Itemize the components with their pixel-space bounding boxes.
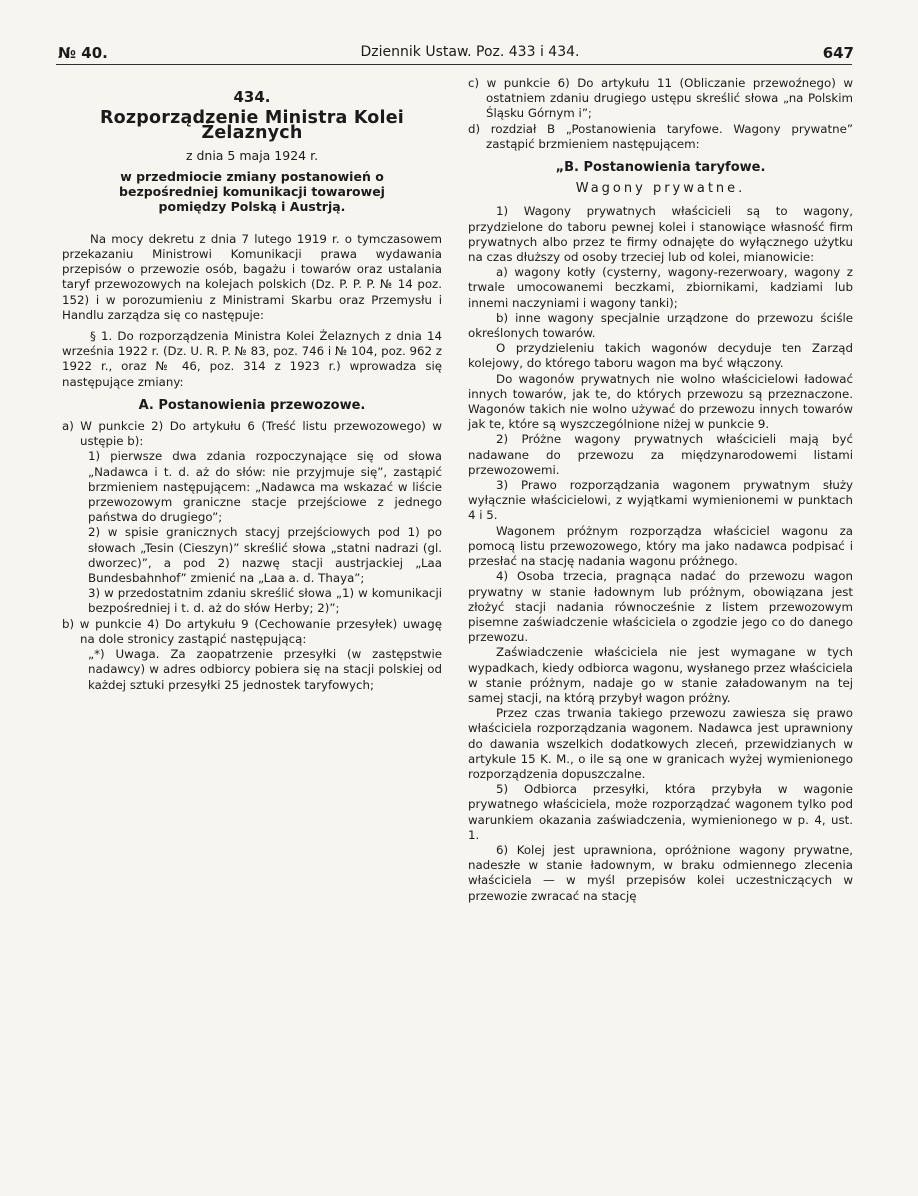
item-c: c) w punkcie 6) Do artykułu 11 (Obliczanie przewoźnego) w ostatniem zdaniu drugiego ustępu skreślić słowa „na Polskim Śląsku Górnym i”; <box>468 76 853 121</box>
item-a: a) W punkcie 2) Do artykułu 6 (Treść listu przewozowego) w ustępie b): <box>62 419 442 449</box>
header-rule <box>56 64 852 65</box>
section-a-heading: A. Postanowienia przewozowe. <box>138 397 366 413</box>
item-b: b) w punkcie 4) Do artykułu 9 (Cechowanie przesyłek) uwagę na dole stronicy zastąpić następującą: <box>62 616 442 646</box>
point-4: 4) Osoba trzecia, pragnąca nadać do przewozu wagon prywatny w stanie ładownym lub próżnym, obowiązana jest złożyć stacji nadania równocześnie z listem przewozowym pisemne zaświadczenie właściciela o zgodzie jego co do danego przewozu. <box>468 569 853 645</box>
item-b-note: „*) Uwaga. Za zaopatrzenie przesyłki (w zastępstwie nadawcy) w adres odbiorcy pobiera się na stacji polskiej od każdej sztuki przesyłki 25 jednostek taryfowych; <box>88 647 442 692</box>
right-column <box>468 76 853 904</box>
regulation-subject: w przedmiocie zmiany postanowień o bezpośredniej komunikacji towarowej pomiędzy Polską i Austrją. <box>119 168 385 214</box>
regulation-date: z dnia 5 maja 1924 r. <box>185 147 319 163</box>
item-a1: 1) pierwsze dwa zdania rozpoczynające się od słowa „Nadawca i t. d. aż do słów: nie przyjmuje się”, zastąpić brzmieniem następującem: „Nadawca ma wskazać w liście przewozowym graniczne stacje przejściowe z jednego państwa do drugiego”; <box>88 449 442 525</box>
item-a3: 3) w przedostatnim zdaniu skreślić słowa „1) w komunikacji bezpośredniej i t. d. aż do słów Herby; 2)”; <box>88 586 442 616</box>
point-1b: b) inne wagony specjalnie urządzone do przewozu ściśle określonych towarów. <box>468 310 853 341</box>
point-1c: O przydzieleniu takich wagonów decyduje ten Zarząd kolejowy, do którego taboru wagon ma być włączony. <box>468 341 853 371</box>
point-3: 3) Prawo rozporządzania wagonem prywatnym służy wyłącznie właścicielowi, z wyjątkami wymienionemi w punktach 4 i 5. <box>468 478 853 523</box>
intro-paragraph: Na mocy dekretu z dnia 7 lutego 1919 r. o tymczasowem przekazaniu Ministrowi Komunikacji prawa wydawania przepisów o przewozie osób, bagażu i towarów oraz ustalania taryf przewozowych na kolejach polskich (Dz. P. P. P. № 14 poz. 152) i w porozumieniu z Ministrami Skarbu oraz Przemysłu i Handlu zarządza się co następuje: <box>62 231 442 322</box>
point-2: 2) Próżne wagony prywatnych właścicieli mają być nadawane do przewozu za międzynarodowemi listami przewozowemi. <box>468 432 853 477</box>
paragraph-1: § 1. Do rozporządzenia Ministra Kolei Żelaznych z dnia 14 września 1922 r. (Dz. U. R. P. № 83, poz. 746 i № 104, poz. 962 z 1922 r., oraz № 46, poz. 314 z 1923 r.) wprowadza się następujące zmiany: <box>62 329 442 389</box>
point-6: 6) Kolej jest uprawniona, opróżnione wagony prywatne, nadeszłe w stanie ładownym, w braku odmiennego zlecenia właściciela — w myśl przepisów kolei uczestniczących w przewozie zwracać na stację <box>468 842 853 903</box>
section-b-subheading: Wagony prywatne. <box>575 181 746 197</box>
left-column <box>62 76 442 693</box>
regulation-title: Rozporządzenie Ministra Kolei Żelaznych <box>100 108 404 144</box>
point-1a: a) wagony kotły (cysterny, wagony-rezerwoary, wagony z trwale umocowanemi beczkami, zbiornikami, kadziami lub innemi naczyniami i wagony tanki); <box>468 265 853 310</box>
item-d: d) rozdział B „Postanowienia taryfowe. Wagony prywatne” zastąpić brzmieniem następującem: <box>468 121 853 151</box>
position-number: 434. <box>233 88 271 106</box>
point-4c: Przez czas trwania takiego przewozu zawiesza się prawo właściciela rozporządzania wagonem. Nadawca jest uprawniony do dawania wszelkich dodatkowych zleceń, przewidzianych w artykule 15 K. M., o ile są one w granicach wyżej wymienionego rozporządzenia dopuszczalne. <box>468 706 853 781</box>
point-1d: Do wagonów prywatnych nie wolno właścicielowi ładować innych towarów, jak te, do których przewozu są przeznaczone. Wagonów takich nie wolno używać do przewozu innych towarów jak te, które są wyszczególnione niżej w punkcie 9. <box>468 371 853 432</box>
page-number: 647 <box>822 44 854 62</box>
point-1: 1) Wagony prywatnych właścicieli są to wagony, przydzielone do taboru pewnej kolei i stanowiące własność firm prywatnych albo przez te firmy odnajęte do wyłącznego użytku na czas dłuższy od osoby trzeciej lub od kolei, mianowicie: <box>468 204 853 265</box>
point-3b: Wagonem próżnym rozporządza właściciel wagonu za pomocą listu przewozowego, który ma jako nadawca podpisać i przesłać na stację nadania wagonu próżnego. <box>468 523 853 569</box>
point-5: 5) Odbiorca przesyłki, która przybyła w wagonie prywatnego właściciela, może rozporządzać wagonem tylko pod warunkiem okazania zaświadczenia, wymienionego w p. 4, ust. 1. <box>468 782 853 842</box>
section-b-heading: „B. Postanowienia taryfowe. <box>555 160 766 176</box>
item-a2: 2) w spisie granicznych stacyj przejściowych pod 1) po słowach „Tesin (Cieszyn)” skreślić słowa „statni nadrazi (gl. dworzec)”, a pod 2) nazwę stacji austrjackiej „Laa Bundesbahnhof” zmienić na „Laa a. d. Thaya”; <box>88 525 442 586</box>
issue-number: № 40. <box>58 44 108 62</box>
journal-title: Dziennik Ustaw. Poz. 433 i 434. <box>360 44 580 60</box>
point-4b: Zaświadczenie właściciela nie jest wymagane w tych wypadkach, kiedy odbiorca wagonu, wysłanego przez właściciela w stanie próżnym, nadaje go w stanie załadowanym na tej samej stacji, na którą przybył wagon próżny. <box>468 645 853 705</box>
